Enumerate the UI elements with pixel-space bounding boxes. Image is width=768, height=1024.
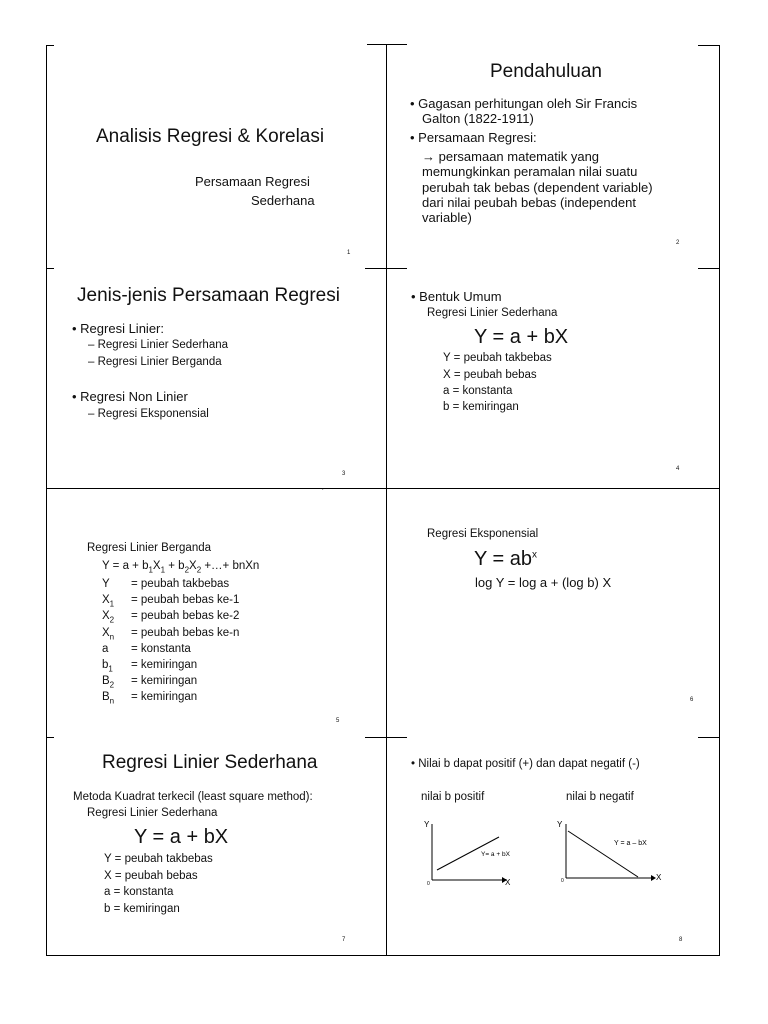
slide-4-def-2: X = peubah bebas xyxy=(443,369,537,381)
slide-8-neg-label: nilai b negatif xyxy=(566,791,634,803)
slide-3-sub-3: – Regresi Eksponensial xyxy=(88,408,209,420)
list-item-def: = kemiringan xyxy=(131,659,198,671)
slide-2-bullet-2: • Persamaan Regresi: xyxy=(410,130,537,145)
slide-7-def-1: Y = peubah takbebas xyxy=(104,853,213,865)
slide-3-sub-2: – Regresi Linier Berganda xyxy=(88,356,222,368)
list-item: $X_1$ xyxy=(102,594,115,609)
slide-4-bullet: • Bentuk Umum xyxy=(411,289,502,304)
slide-1-subtitle-line2: Sederhana xyxy=(251,193,315,208)
positive-slope-diagram xyxy=(420,818,520,890)
origin-label: 0 xyxy=(427,881,430,887)
page-number: 1 xyxy=(347,250,351,256)
negative-slope-diagram xyxy=(556,818,666,888)
slide-7-def-4: b = kemiringan xyxy=(104,903,180,915)
slide-2-desc-line4: dari nilai peubah bebas (independent xyxy=(422,195,636,210)
slide-7-title: Regresi Linier Sederhana xyxy=(102,752,318,773)
y-axis-label: Y xyxy=(424,820,430,829)
slide-4-def-1: Y = peubah takbebas xyxy=(443,352,552,364)
page-number: 5 xyxy=(336,718,340,724)
page-number: 3 xyxy=(342,471,346,477)
x-axis-label: X xyxy=(505,878,511,887)
slide-1-title: Analisis Regresi & Korelasi xyxy=(96,126,325,147)
slide-2-desc-line5: variable) xyxy=(422,210,472,225)
slide-1-subtitle-line1: Persamaan Regresi xyxy=(195,174,310,189)
line-label: Y = a – bX xyxy=(614,840,647,847)
list-item: Y xyxy=(102,578,110,590)
slide-3-bullet-2: • Regresi Non Linier xyxy=(72,389,188,404)
origin-label: 0 xyxy=(561,878,564,884)
list-item: $X_n$ xyxy=(102,627,115,642)
slide-2-bullet-1-line2: Galton (1822-1911) xyxy=(422,111,534,126)
regression-line xyxy=(568,831,638,877)
slide-4-def-3: a = konstanta xyxy=(443,385,513,397)
slide-7-def-3: a = konstanta xyxy=(104,886,174,898)
page-number: 2 xyxy=(676,240,680,246)
slide-2-bullet-1-line1: • Gagasan perhitungan oleh Sir Francis xyxy=(410,96,637,111)
page-number: 7 xyxy=(342,937,346,943)
list-item: $B_2$ xyxy=(102,675,115,690)
slide-2-desc-line3: perubah tak bebas (dependent variable) xyxy=(422,180,653,195)
slide-8-bullet: • Nilai b dapat positif (+) dan dapat negatif (-) xyxy=(411,758,640,770)
slide-3-bullet-1: • Regresi Linier: xyxy=(72,321,164,336)
slide-7-subtitle: Regresi Linier Sederhana xyxy=(87,807,218,819)
list-item-def: = kemiringan xyxy=(131,691,198,703)
list-item-def: = peubah bebas ke-1 xyxy=(131,594,240,606)
list-item-def: = kemiringan xyxy=(131,675,198,687)
slide-2-desc-line1 xyxy=(422,149,599,164)
slide-2-title: Pendahuluan xyxy=(490,61,602,82)
page-number: 6 xyxy=(690,697,694,703)
list-item-def: = konstanta xyxy=(131,643,191,655)
page-number: 8 xyxy=(679,937,683,943)
slide-7-equation: Y = a + bX xyxy=(134,826,229,848)
slide-6-title: Regresi Eksponensial xyxy=(427,528,539,540)
x-axis-label: X xyxy=(656,873,662,882)
slide-5-equation: $Y = a + b_1X_1 + b_2X_2$ +…+ bnXn xyxy=(102,560,260,575)
arrow-right-icon: → xyxy=(422,149,435,164)
list-item: a xyxy=(102,643,109,655)
list-item-def: = peubah bebas ke-n xyxy=(131,627,240,639)
slide-4-subtitle: Regresi Linier Sederhana xyxy=(427,307,558,319)
list-item-def: = peubah bebas ke-2 xyxy=(131,610,240,622)
slide-6-log-equation: log Y = log a + (log b) X xyxy=(475,575,612,590)
list-item-def: = peubah takbebas xyxy=(131,578,230,590)
slide-2-desc-text: persamaan matematik yang xyxy=(438,149,600,164)
slide-2-desc-line2: memungkinkan peramalan nilai suatu xyxy=(422,164,638,179)
page-number: 4 xyxy=(676,466,680,472)
list-item: $b_1$ xyxy=(102,659,113,674)
stray-dot: • xyxy=(322,486,324,491)
list-item: $X_2$ xyxy=(102,610,115,625)
slide-7-def-2: X = peubah bebas xyxy=(104,870,198,882)
list-item: $B_n$ xyxy=(102,691,115,706)
line-label: Y= a + bX xyxy=(481,851,510,858)
slide-8-pos-label: nilai b positif xyxy=(421,791,485,803)
slide-7-method: Metoda Kuadrat terkecil (least square method): xyxy=(73,791,313,803)
slide-5-title: Regresi Linier Berganda xyxy=(87,542,212,554)
slide-3-title: Jenis-jenis Persamaan Regresi xyxy=(77,285,340,306)
slide-4-equation: Y = a + bX xyxy=(474,326,569,348)
slide-4-def-4: b = kemiringan xyxy=(443,401,519,413)
y-axis-label: Y xyxy=(557,820,563,829)
slide-6-equation: $Y = ab^x$ xyxy=(474,548,538,570)
slide-3-sub-1: – Regresi Linier Sederhana xyxy=(88,339,229,351)
